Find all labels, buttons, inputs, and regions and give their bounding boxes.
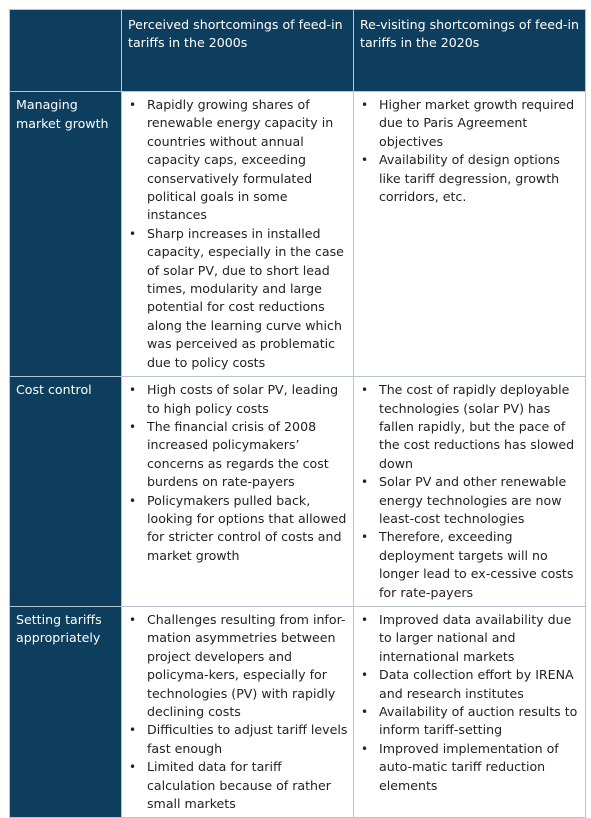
list-item: • Solar PV and other renewable energy technologies are now least-cost technologies bbox=[354, 473, 583, 528]
cell-market-growth-2020s bbox=[354, 92, 586, 377]
cell-cost-control-2000s bbox=[122, 377, 354, 607]
list-item: • Sharp increases in installed capacity, especially in the case of solar PV, due to short lead times, modularity and large potential for cost reductions along the learning curve which was perceived as problematic due to policy costs bbox=[122, 225, 351, 372]
list-item: • The cost of rapidly deployable technologies (solar PV) has fallen rapidly, but the pace of the cost reductions has slowed down bbox=[354, 381, 583, 473]
table-row-setting-tariffs bbox=[10, 606, 586, 817]
list-item: • Therefore, exceeding deployment targets will no longer lead to ex-cessive costs for rate-payers bbox=[354, 528, 583, 602]
row-label-setting-tariffs bbox=[10, 606, 122, 817]
list-item: • Limited data for tariff calculation because of rather small markets bbox=[122, 758, 351, 813]
table-row-market-growth bbox=[10, 92, 586, 377]
list-item: • Availability of auction results to inform tariff-setting bbox=[354, 703, 583, 740]
list-item: • Data collection effort by IRENA and research institutes bbox=[354, 666, 583, 703]
header-empty-cell bbox=[10, 10, 122, 92]
header-row bbox=[10, 10, 586, 92]
list-item: • Policymakers pulled back, looking for options that allowed for stricter control of costs and market growth bbox=[122, 492, 351, 566]
header-2020s-text: Re-visiting shortcomings of feed-in tariffs in the 2020s bbox=[360, 17, 579, 50]
list-item: • Higher market growth required due to Paris Agreement objectives bbox=[354, 96, 583, 151]
list-item: • Availability of design options like tariff degression, growth corridors, etc. bbox=[354, 151, 583, 206]
list-item: • Improved implementation of auto-matic tariff reduction elements bbox=[354, 740, 583, 795]
header-2020s bbox=[354, 10, 586, 92]
list-item: • High costs of solar PV, leading to high policy costs bbox=[122, 381, 351, 418]
row-label-market-growth bbox=[10, 92, 122, 377]
table-row-cost-control bbox=[10, 377, 586, 607]
row-label-text: Cost control bbox=[16, 382, 92, 398]
list-item: • Difficulties to adjust tariff levels fast enough bbox=[122, 721, 351, 758]
row-label-cost-control bbox=[10, 377, 122, 607]
header-2000s bbox=[122, 10, 354, 92]
cell-setting-tariffs-2000s bbox=[122, 606, 354, 817]
list-item: • Rapidly growing shares of renewable energy capacity in countries without annual capacity caps, exceeding conservatively formulated political goals in some instances bbox=[122, 96, 351, 225]
cell-market-growth-2000s bbox=[122, 92, 354, 377]
comparison-table-wrapper bbox=[9, 9, 585, 812]
row-label-text: Managing market growth bbox=[16, 97, 109, 131]
header-2000s-text: Perceived shortcomings of feed-in tariffs in the 2000s bbox=[128, 17, 343, 50]
list-item: • The financial crisis of 2008 increased policymakers’ concerns as regards the cost burdens on rate-payers bbox=[122, 418, 351, 492]
cell-setting-tariffs-2020s bbox=[354, 606, 586, 817]
list-item: • Challenges resulting from infor-mation asymmetries between project developers and policyma-kers, especially for technologies (PV) with rapidly declining costs bbox=[122, 611, 351, 721]
row-label-text: Setting tariffs appropriately bbox=[16, 611, 102, 646]
list-item: • Improved data availability due to larger national and international markets bbox=[354, 611, 583, 666]
cell-cost-control-2020s bbox=[354, 377, 586, 607]
feed-in-tariff-comparison-table bbox=[9, 9, 586, 818]
